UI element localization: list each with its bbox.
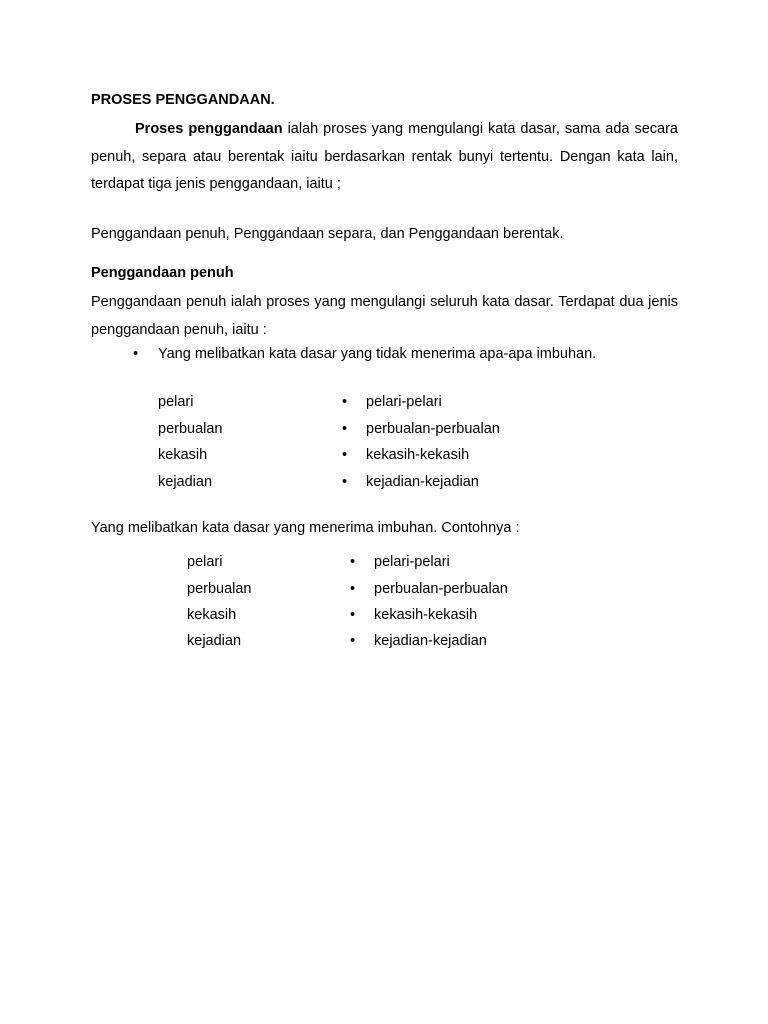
reduplicated-word: pelari-pelari [366,394,442,410]
document-title: PROSES PENGGANDAAN. [91,92,275,108]
bullet-icon: • [350,633,356,649]
reduplicated-word: kejadian-kejadian [366,474,479,490]
reduplicated-word: pelari-pelari [374,554,450,570]
section-description: Penggandaan penuh ialah proses yang mengulangi seluruh kata dasar. Terdapat dua jenis penggandaan penuh, iaitu : [91,294,678,338]
base-word: perbualan [158,420,223,437]
types-line: Penggandaan penuh, Penggandaan separa, dan Penggandaan berentak. [91,226,564,242]
intro-bold-term: Proses penggandaan [135,121,283,137]
base-word: kekasih [187,607,237,623]
reduplicated-word: kekasih-kekasih [374,607,478,623]
bullet-icon: • [342,394,348,410]
bullet-icon: • [342,474,348,490]
base-word: kekasih [158,447,208,463]
bullet-icon: • [342,420,348,437]
base-word: kejadian [187,633,242,649]
base-word: pelari [158,394,194,410]
bullet-item-text: Yang melibatkan kata dasar yang tidak menerima apa-apa imbuhan. [158,346,597,362]
bullet-icon: • [133,346,139,362]
bullet-icon: • [350,607,356,623]
reduplicated-word: perbualan-perbualan [366,420,500,437]
bullet-icon: • [350,581,356,597]
reduplicated-word: kekasih-kekasih [366,447,470,463]
bullet-icon: • [350,554,356,570]
base-word: kejadian [158,474,213,490]
intro-text: ialah proses yang mengulangi kata dasar, sama ada secara penuh, separa atau berentak iaitu berdasarkan rentak bunyi tertentu. Dengan kata lain, terdapat tiga jenis penggandaan, iaitu ; [91,121,678,192]
base-word: perbualan [187,581,252,597]
section-heading: Penggandaan penuh [91,265,234,281]
reduplicated-word: kejadian-kejadian [374,633,487,649]
intro-paragraph [91,116,678,199]
reduplicated-word: perbualan-perbualan [374,581,508,597]
bullet-icon: • [342,447,348,463]
second-paragraph: Yang melibatkan kata dasar yang menerima imbuhan. Contohnya : [91,520,520,536]
base-word: pelari [187,554,223,570]
